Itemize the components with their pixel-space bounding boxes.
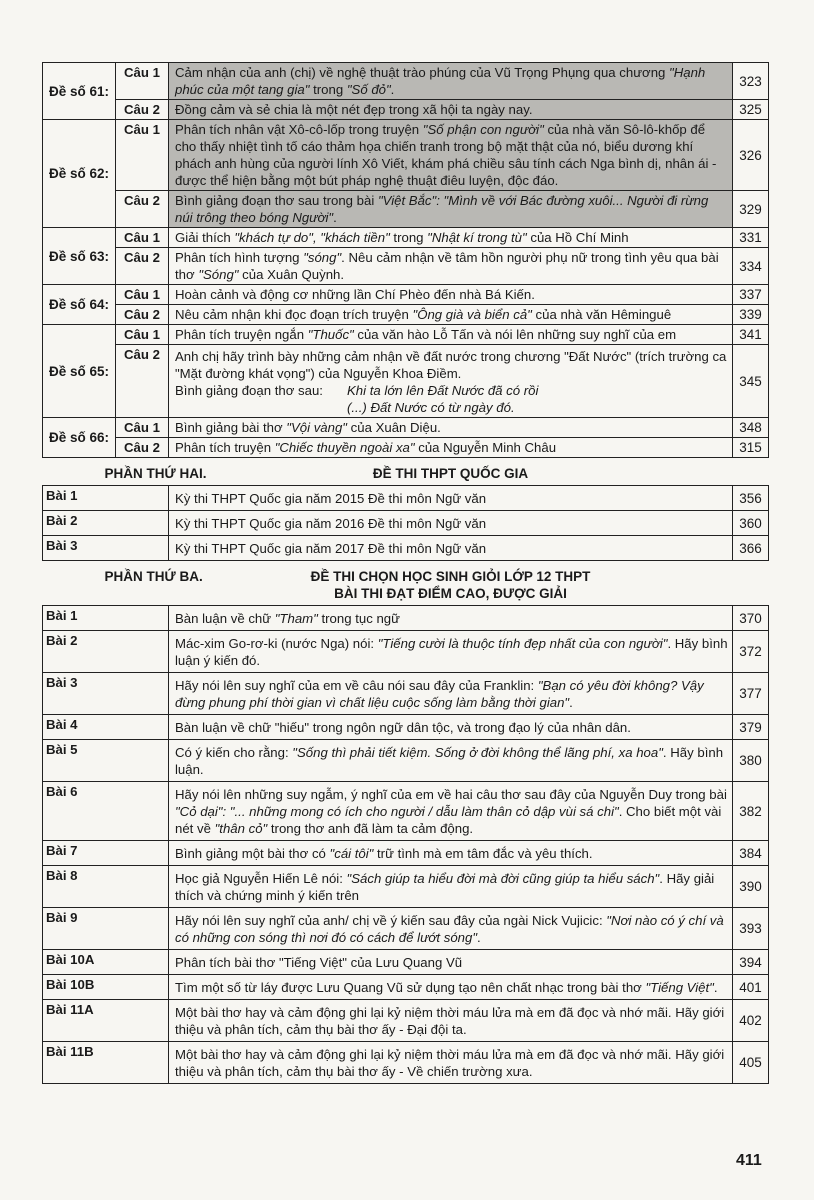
lesson-text: Phân tích bài thơ "Tiếng Việt" của Lưu Quang Vũ xyxy=(169,950,733,975)
question-text: Bình giảng đoạn thơ sau trong bài "Việt Bắc": "Mình về với Bác đường xuôi... Người đi rừng núi trông theo bóng Người". xyxy=(169,191,733,228)
lesson-number: Bài 11A xyxy=(43,1000,169,1042)
toc-row xyxy=(43,228,769,248)
toc-row xyxy=(43,191,769,228)
toc-row xyxy=(43,1042,769,1084)
toc-row xyxy=(43,975,769,1000)
lesson-text: Kỳ thi THPT Quốc gia năm 2016 Đề thi môn Ngữ văn xyxy=(169,511,733,536)
question-number: Câu 2 xyxy=(116,305,169,325)
poem-label: Bình giảng đoạn thơ sau: xyxy=(175,383,323,398)
question-text: Nêu cảm nhận khi đọc đoạn trích truyện "Ông già và biển cả" của nhà văn Hêminguê xyxy=(169,305,733,325)
exam-number: Đề số 64: xyxy=(43,285,116,325)
lesson-text: Hãy nói lên suy nghĩ của anh/ chị về ý kiến sau đây của ngài Nick Vujicic: "Nơi nào có ý chí và có những con sóng thì nơi đó có cách để lướt sóng". xyxy=(169,908,733,950)
exam-number: Đề số 65: xyxy=(43,325,116,418)
question-text: Hoàn cảnh và động cơ những lần Chí Phèo đến nhà Bá Kiến. xyxy=(169,285,733,305)
question-text: Giải thích "khách tự do", "khách tiền" trong "Nhật kí trong tù" của Hồ Chí Minh xyxy=(169,228,733,248)
toc-row xyxy=(43,325,769,345)
toc-row xyxy=(43,486,769,511)
section-label: PHẦN THỨ BA. xyxy=(104,569,203,584)
lesson-text: Kỳ thi THPT Quốc gia năm 2017 Đề thi môn Ngữ văn xyxy=(169,536,733,561)
question-text: Đồng cảm và sẻ chia là một nét đẹp trong xã hội ta ngày nay. xyxy=(169,100,733,120)
question-number: Câu 2 xyxy=(116,100,169,120)
page-ref: 334 xyxy=(733,248,769,285)
lesson-number: Bài 6 xyxy=(43,782,169,841)
question-number: Câu 2 xyxy=(116,191,169,228)
question-text: Phân tích hình tượng "sóng". Nêu cảm nhận về tâm hồn người phụ nữ trong tình yêu qua bài thơ "Sóng" của Xuân Quỳnh. xyxy=(169,248,733,285)
question-text: Bình giảng bài thơ "Vội vàng" của Xuân Diệu. xyxy=(169,418,733,438)
toc-row xyxy=(43,740,769,782)
lesson-text: Học giả Nguyễn Hiến Lê nói: "Sách giúp ta hiểu đời mà đời cũng giúp ta hiểu sách". Hãy giải thích và chứng minh ý kiến trên xyxy=(169,866,733,908)
lesson-number: Bài 10B xyxy=(43,975,169,1000)
question-number: Câu 1 xyxy=(116,418,169,438)
poem-line: (...) Đất Nước có từ ngày đó. xyxy=(347,400,515,415)
toc-row xyxy=(43,120,769,191)
page-ref: 329 xyxy=(733,191,769,228)
page-ref: 360 xyxy=(733,511,769,536)
lesson-text: Bàn luận về chữ "Tham" trong tục ngữ xyxy=(169,606,733,631)
page-number: 411 xyxy=(736,1152,762,1169)
toc-row xyxy=(43,715,769,740)
toc-row xyxy=(43,511,769,536)
page-ref: 394 xyxy=(733,950,769,975)
lesson-text: Bàn luận về chữ "hiếu" trong ngôn ngữ dân tộc, và trong đạo lý của nhân dân. xyxy=(169,715,733,740)
exam-number: Đề số 66: xyxy=(43,418,116,458)
lesson-number: Bài 1 xyxy=(43,486,169,511)
page-ref: 315 xyxy=(733,438,769,458)
toc-row xyxy=(43,866,769,908)
toc-row xyxy=(43,438,769,458)
question-number: Câu 1 xyxy=(116,228,169,248)
poem-line: Khi ta lớn lên Đất Nước đã có rồi xyxy=(347,383,539,398)
lesson-number: Bài 7 xyxy=(43,841,169,866)
page-ref: 401 xyxy=(733,975,769,1000)
lesson-text: Kỳ thi THPT Quốc gia năm 2015 Đề thi môn Ngữ văn xyxy=(169,486,733,511)
lesson-text: Tìm một số từ láy được Lưu Quang Vũ sử dụng tạo nên chất nhạc trong bài thơ "Tiếng Việt". xyxy=(169,975,733,1000)
page-ref: 393 xyxy=(733,908,769,950)
lesson-text: Bình giảng một bài thơ có "cái tôi" trữ tình mà em tâm đắc và yêu thích. xyxy=(169,841,733,866)
table-of-contents xyxy=(42,62,768,1084)
question-number: Câu 1 xyxy=(116,285,169,305)
toc-row xyxy=(43,536,769,561)
section-label: PHẦN THỨ HAI. xyxy=(104,466,207,481)
lesson-number: Bài 3 xyxy=(43,673,169,715)
page-ref: 402 xyxy=(733,1000,769,1042)
lesson-text: Một bài thơ hay và cảm động ghi lại kỷ niệm thời máu lửa mà em đã đọc và nhớ mãi. Hãy giới thiệu và phân tích, cảm thụ bài thơ ấy - Về chiến trường xưa. xyxy=(169,1042,733,1084)
question-number: Câu 1 xyxy=(116,120,169,191)
lesson-number: Bài 1 xyxy=(43,606,169,631)
poem-lines xyxy=(347,382,538,416)
lesson-number: Bài 8 xyxy=(43,866,169,908)
page-ref: 390 xyxy=(733,866,769,908)
page-ref: 405 xyxy=(733,1042,769,1084)
toc-table xyxy=(42,62,769,1084)
question-text: Phân tích nhân vật Xô-cô-lốp trong truyện "Số phận con người" của nhà văn Sô-lô-khốp để cho thấy nhiệt tình tố cáo thảm họa chiến tranh trong bộ mặt thật của nó, biểu dương khí phách anh hùng của người lính Xô Viết, khám phá chiều sâu tính cách Nga bình dị, nhân ái - được thể hiện bằng một bút pháp nghệ thuật điêu luyện, độc đáo. xyxy=(169,120,733,191)
section-heading xyxy=(43,561,769,606)
toc-row xyxy=(43,1000,769,1042)
exam-number: Đề số 63: xyxy=(43,228,116,285)
page-ref: 366 xyxy=(733,536,769,561)
page-ref: 345 xyxy=(733,345,769,418)
page-ref: 323 xyxy=(733,63,769,100)
page-ref: 384 xyxy=(733,841,769,866)
page-ref: 382 xyxy=(733,782,769,841)
toc-row xyxy=(43,305,769,325)
lesson-number: Bài 4 xyxy=(43,715,169,740)
page-ref: 356 xyxy=(733,486,769,511)
lesson-text: Mác-xim Go-rơ-ki (nước Nga) nói: "Tiếng cười là thuộc tính đẹp nhất của con người". Hãy bình luận ý kiến đó. xyxy=(169,631,733,673)
toc-row xyxy=(43,285,769,305)
lesson-text: Một bài thơ hay và cảm động ghi lại kỷ niệm thời máu lửa mà em đã đọc và nhớ mãi. Hãy giới thiệu và phân tích, cảm thụ bài thơ ấy - Đại đội ta. xyxy=(169,1000,733,1042)
lesson-number: Bài 9 xyxy=(43,908,169,950)
lesson-number: Bài 11B xyxy=(43,1042,169,1084)
poem-excerpt xyxy=(175,382,728,416)
lesson-number: Bài 2 xyxy=(43,631,169,673)
toc-row xyxy=(43,100,769,120)
question-number: Câu 2 xyxy=(116,438,169,458)
section-title: BÀI THI ĐẠT ĐIỂM CAO, ĐƯỢC GIẢI xyxy=(334,586,567,601)
toc-row xyxy=(43,345,769,418)
page-ref: 379 xyxy=(733,715,769,740)
lesson-number: Bài 2 xyxy=(43,511,169,536)
lesson-number: Bài 10A xyxy=(43,950,169,975)
page-ref: 370 xyxy=(733,606,769,631)
exam-number: Đề số 61: xyxy=(43,63,116,120)
page-ref: 339 xyxy=(733,305,769,325)
toc-row xyxy=(43,63,769,100)
lesson-text: Hãy nói lên những suy ngẫm, ý nghĩ của em về hai câu thơ sau đây của Nguyễn Duy trong bài "Cỏ dại": "... những mong có ích cho người / dẫu làm thân cỏ dập vùi sá chi". Cho biết một vài nét về "thân cỏ" trong thơ anh đã làm ta cảm động. xyxy=(169,782,733,841)
page-ref: 331 xyxy=(733,228,769,248)
toc-row xyxy=(43,908,769,950)
page-ref: 377 xyxy=(733,673,769,715)
toc-row xyxy=(43,950,769,975)
question-number: Câu 1 xyxy=(116,63,169,100)
lesson-text: Hãy nói lên suy nghĩ của em về câu nói sau đây của Franklin: "Bạn có yêu đời không? Vậy đừng phung phí thời gian vì chất liệu cuộc sống làm bằng thời gian". xyxy=(169,673,733,715)
page-ref: 372 xyxy=(733,631,769,673)
page-ref: 348 xyxy=(733,418,769,438)
lesson-number: Bài 3 xyxy=(43,536,169,561)
toc-row xyxy=(43,631,769,673)
question-text: Cảm nhận của anh (chị) về nghệ thuật trào phúng của Vũ Trọng Phụng qua chương "Hạnh phúc của một tang gia" trong "Số đỏ". xyxy=(169,63,733,100)
page-ref: 341 xyxy=(733,325,769,345)
lesson-number: Bài 5 xyxy=(43,740,169,782)
exam-number: Đề số 62: xyxy=(43,120,116,228)
question-number: Câu 2 xyxy=(116,248,169,285)
page-ref: 325 xyxy=(733,100,769,120)
page-ref: 337 xyxy=(733,285,769,305)
question-number: Câu 2 xyxy=(116,345,169,418)
question-text: Phân tích truyện ngắn "Thuốc" của văn hào Lỗ Tấn và nói lên những suy nghĩ của em xyxy=(169,325,733,345)
toc-row xyxy=(43,841,769,866)
toc-row xyxy=(43,248,769,285)
question-text: Phân tích truyện "Chiếc thuyền ngoài xa" của Nguyễn Minh Châu xyxy=(169,438,733,458)
lesson-text: Có ý kiến cho rằng: "Sống thì phải tiết kiệm. Sống ở đời không thể lãng phí, xa hoa". Hãy bình luận. xyxy=(169,740,733,782)
question-text: Anh chị hãy trình bày những cảm nhận về đất nước trong chương "Đất Nước" (trích trường ca "Mặt đường khát vọng") của Nguyễn Khoa Điềm. Bình giảng đoạn thơ sau: Khi ta lớn lên Đất Nước đã có rồi (...) Đất Nước có từ ngày đó. xyxy=(169,345,733,418)
section-title: ĐỀ THI THPT QUỐC GIA xyxy=(372,466,529,481)
toc-row xyxy=(43,418,769,438)
section-heading xyxy=(43,458,769,486)
section-title: ĐỀ THI CHỌN HỌC SINH GIỎI LỚP 12 THPT xyxy=(310,569,591,584)
toc-row xyxy=(43,782,769,841)
toc-row xyxy=(43,673,769,715)
page-ref: 326 xyxy=(733,120,769,191)
toc-row xyxy=(43,606,769,631)
question-number: Câu 1 xyxy=(116,325,169,345)
page-ref: 380 xyxy=(733,740,769,782)
